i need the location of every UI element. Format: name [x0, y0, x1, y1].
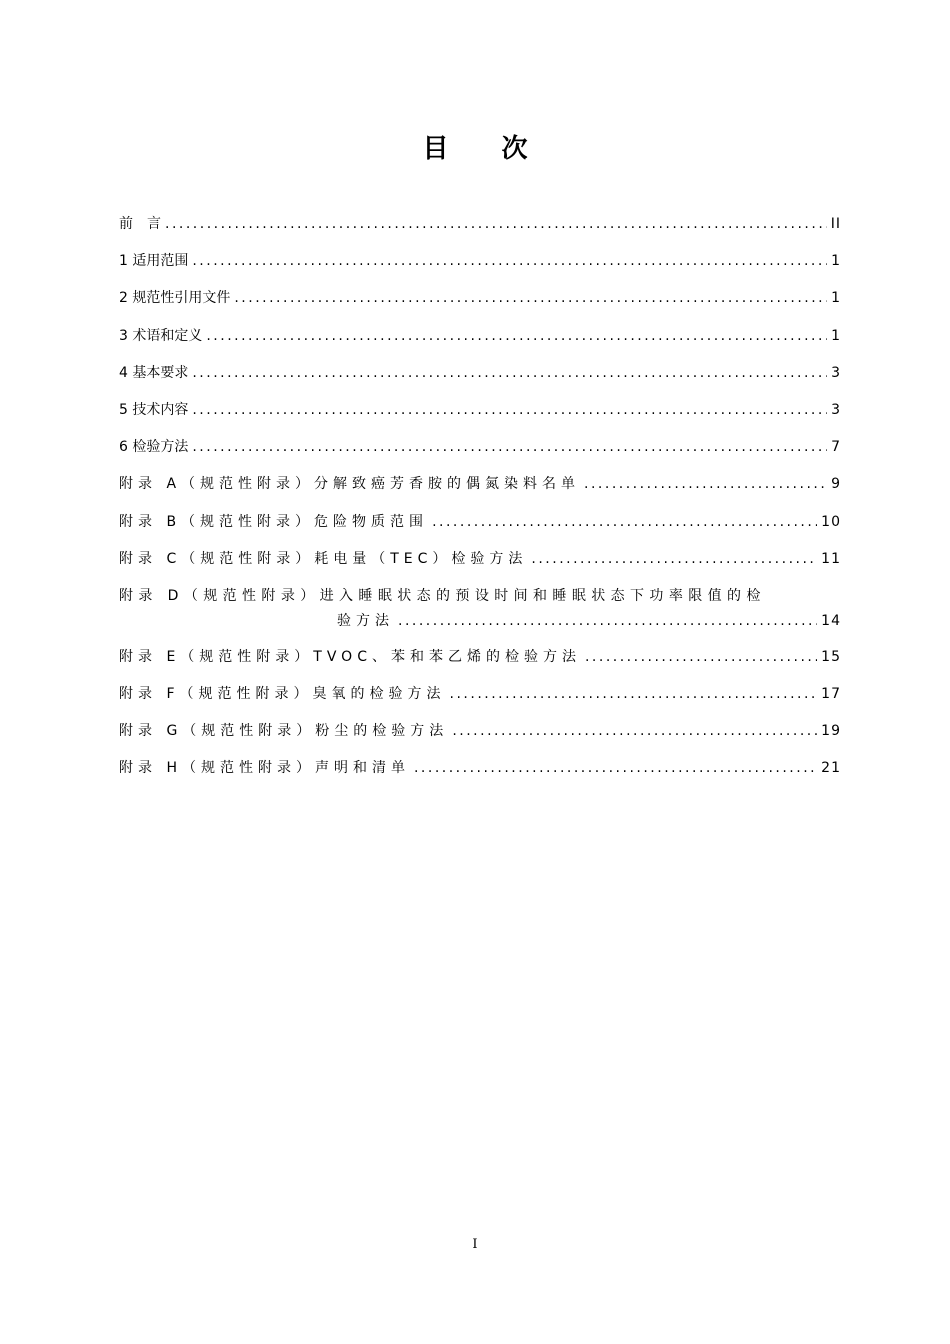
toc-entry-page: 10	[821, 513, 841, 530]
toc-entry-page: 3	[831, 401, 841, 418]
toc-entry-page: 21	[821, 760, 841, 777]
toc-entry-6[interactable]	[119, 436, 841, 473]
dot-leader	[432, 514, 817, 530]
toc-entry-page: 15	[821, 648, 841, 665]
dot-leader	[192, 253, 827, 269]
dot-leader	[192, 439, 827, 455]
toc-entry-label: 附录 H（规范性附录）声明和清单	[119, 760, 410, 777]
toc-entry-label: 附录 F（规范性附录）臭氧的检验方法	[119, 686, 446, 703]
toc-entry-label: 5 技术内容	[119, 401, 189, 418]
toc-entry-appendix-d[interactable]	[119, 585, 841, 646]
toc-entry-page: 1	[831, 290, 841, 307]
toc-entry-label: 6 检验方法	[119, 439, 189, 456]
table-of-contents	[119, 213, 841, 795]
toc-entry-page: 7	[831, 439, 841, 456]
toc-entry-5[interactable]	[119, 399, 841, 436]
dot-leader	[192, 402, 827, 418]
dot-leader	[234, 290, 827, 306]
toc-entry-page: 17	[821, 686, 841, 703]
toc-entry-page: 1	[831, 253, 841, 270]
dot-leader	[450, 686, 818, 702]
toc-entry-label: 2 规范性引用文件	[119, 290, 231, 307]
toc-entry-appendix-c[interactable]	[119, 548, 841, 585]
toc-entry-3[interactable]	[119, 325, 841, 362]
dot-leader	[398, 613, 817, 629]
toc-entry-page: 3	[831, 364, 841, 381]
toc-entry-appendix-e[interactable]	[119, 646, 841, 683]
toc-entry-2[interactable]	[119, 287, 841, 324]
toc-entry-appendix-h[interactable]	[119, 757, 841, 794]
toc-entry-foreword[interactable]	[119, 213, 841, 250]
toc-entry-label: 附录 D（规范性附录）进入睡眠状态的预设时间和睡眠状态下功率限值的检	[119, 587, 766, 604]
dot-leader	[192, 365, 827, 381]
toc-entry-label: 3 术语和定义	[119, 327, 203, 344]
toc-entry-page: 19	[821, 723, 841, 740]
dot-leader	[414, 760, 817, 776]
toc-entry-label: 附录 C（规范性附录）耗电量（TEC）检验方法	[119, 550, 528, 567]
dot-leader	[165, 216, 827, 232]
toc-entry-4[interactable]	[119, 362, 841, 399]
toc-entry-page: 14	[821, 612, 841, 629]
toc-entry-page: 9	[831, 476, 841, 493]
dot-leader	[584, 476, 827, 492]
toc-entry-label: 附录 G（规范性附录）粉尘的检验方法	[119, 723, 449, 740]
toc-entry-appendix-a[interactable]	[119, 473, 841, 510]
page-number: I	[472, 1237, 478, 1252]
toc-entry-label: 附录 E（规范性附录）TVOC、苯和苯乙烯的检验方法	[119, 648, 581, 665]
dot-leader	[585, 649, 817, 665]
dot-leader	[531, 551, 817, 567]
toc-entry-label: 1 适用范围	[119, 253, 189, 270]
toc-entry-appendix-f[interactable]	[119, 683, 841, 720]
dot-leader	[206, 328, 827, 344]
page-title: 目 次	[422, 134, 550, 164]
toc-entry-appendix-g[interactable]	[119, 720, 841, 757]
toc-entry-page: 11	[821, 550, 841, 567]
toc-entry-label: 附录 A（规范性附录）分解致癌芳香胺的偶氮染料名单	[119, 476, 581, 493]
toc-entry-label-continued: 验方法	[337, 612, 394, 629]
toc-entry-label: 前 言	[119, 216, 161, 232]
toc-entry-page: 1	[831, 327, 841, 344]
toc-entry-label: 4 基本要求	[119, 364, 189, 381]
toc-entry-label: 附录 B（规范性附录）危险物质范围	[119, 513, 429, 530]
dot-leader	[452, 723, 817, 739]
toc-entry-1[interactable]	[119, 250, 841, 287]
toc-entry-page: II	[830, 216, 841, 232]
toc-entry-appendix-b[interactable]	[119, 511, 841, 548]
